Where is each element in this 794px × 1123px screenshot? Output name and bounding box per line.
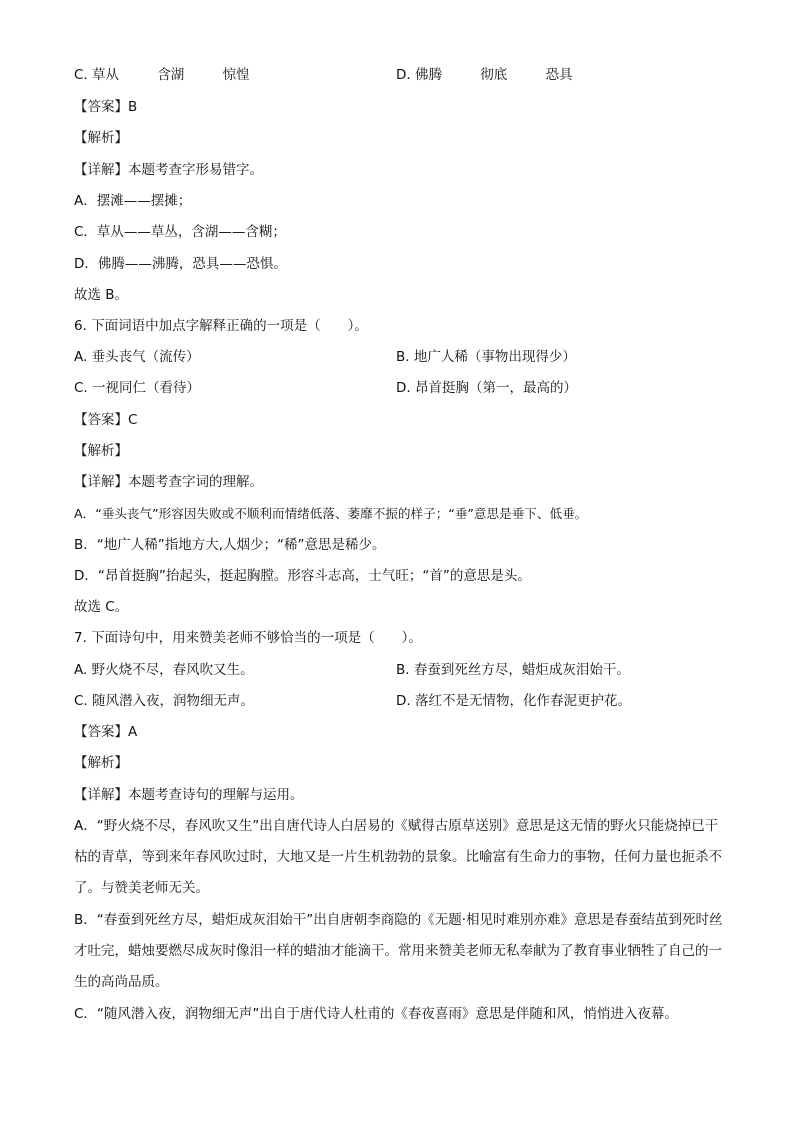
q7-detail: 【详解】本题考查诗句的理解与运用。 <box>74 787 304 803</box>
q6-option-c: C. 一视同仁（看待） <box>74 380 201 396</box>
q7-answer: 【答案】A <box>74 724 138 740</box>
option-label: C. <box>74 67 88 83</box>
q6-detail: 【详解】本题考查字词的理解。 <box>74 474 263 490</box>
q5-option-d <box>396 65 573 85</box>
option-word: 草从 <box>92 67 120 83</box>
q7-stem: 7. 下面诗句中，用来赞美老师不够恰当的一项是（ ）。 <box>74 630 422 646</box>
q6-explain-line: A．“垂头丧气”形容因失败或不顺利而情绪低落、萎靡不振的样子；“垂”意思是垂下、低垂。 <box>74 506 588 521</box>
q6-explain-line: B．“地广人稀”指地方大,人烟少；“稀”意思是稀少。 <box>74 537 386 553</box>
q6-conclusion: 故选 C。 <box>74 599 129 615</box>
q5-explain-line: D．佛腾——沸腾，恐具——恐惧。 <box>74 256 287 272</box>
q6-stem: 6. 下面词语中加点字解释正确的一项是（ ）。 <box>74 318 368 334</box>
q7-explain-paragraph-a: A．“野火烧不尽，春风吹又生”出自唐代诗人白居易的《赋得古原草送别》意思是这无情的野火只能烧掉已干枯的青草，等到来年春风吹过时，大地又是一片生机勃勃的景象。比喻富有生命力的事物，任何力量也扼杀不了。与赞美老师无关。 <box>74 818 722 896</box>
q6-analysis-title: 【解析】 <box>74 443 128 459</box>
option-word: 恐具 <box>545 67 573 83</box>
option-word: 佛腾 <box>414 67 442 83</box>
q6-option-a: A. 垂头丧气（流传） <box>74 349 200 365</box>
q7-option-a: A. 野火烧不尽，春风吹又生。 <box>74 662 254 678</box>
q6-option-row-ab <box>74 347 724 367</box>
q7-explain-paragraph-b: B．“春蚕到死丝方尽，蜡炬成灰泪始干”出自唐朝李商隐的《无题·相见时难别亦难》意思是春蚕结茧到死时丝才吐完，蜡烛要燃尽成灰时像泪一样的蜡油才能滴干。常用来赞美老师无私奉献为了教育事业牺牲了自己的一生的高尚品质。 <box>74 912 723 990</box>
q7-explain-paragraph-c: C．“随风潜入夜，润物细无声”出自于唐代诗人杜甫的《春夜喜雨》意思是伴随和风，悄悄进入夜幕。 <box>74 1006 678 1022</box>
q5-detail: 【详解】本题考查字形易错字。 <box>74 162 263 178</box>
option-label: D. <box>396 67 411 83</box>
q6-option-row-cd <box>74 378 724 398</box>
q5-explain-line: C．草从——草丛，含湖——含糊； <box>74 224 286 240</box>
q6-option-d: D. 昂首挺胸（第一，最高的） <box>396 380 577 396</box>
option-word: 彻底 <box>480 67 508 83</box>
q6-explain-line: D．“昂首挺胸”抬起头，挺起胸膛。形容斗志高，士气旺；“首”的意思是头。 <box>74 568 531 584</box>
q7-option-b: B. 春蚕到死丝方尽，蜡炬成灰泪始干。 <box>396 662 630 678</box>
q7-option-row-cd <box>74 691 724 711</box>
q7-option-row-ab <box>74 660 724 680</box>
q5-explain-line: A．摆滩——摆摊； <box>74 193 192 209</box>
q6-answer: 【答案】C <box>74 412 138 428</box>
q5-option-c <box>74 67 250 83</box>
option-word: 惊惶 <box>222 67 250 83</box>
q5-analysis-title: 【解析】 <box>74 130 128 146</box>
q5-option-row-cd <box>74 65 724 85</box>
q7-option-c: C. 随风潜入夜，润物细无声。 <box>74 693 255 709</box>
q7-analysis-title: 【解析】 <box>74 755 128 771</box>
option-word: 含湖 <box>157 67 185 83</box>
q6-option-b: B. 地广人稀（事物出现得少） <box>396 349 576 365</box>
q5-conclusion: 故选 B。 <box>74 287 129 303</box>
q7-option-d: D. 落红不是无情物，化作春泥更护花。 <box>396 693 631 709</box>
q5-answer: 【答案】B <box>74 99 138 115</box>
